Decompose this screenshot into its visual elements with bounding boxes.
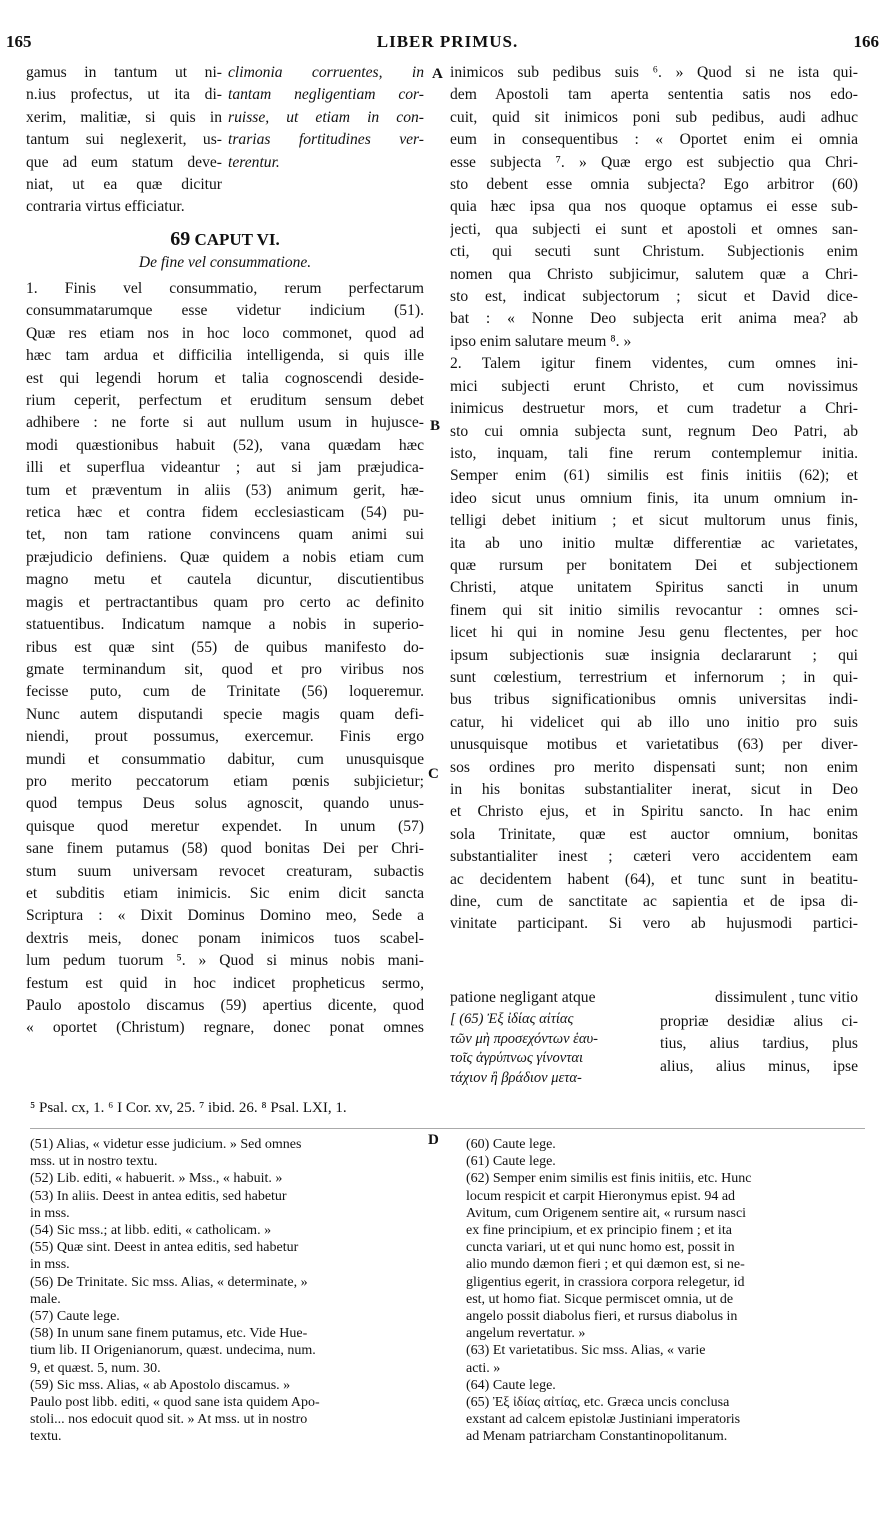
text-line: sunt cœlestium, terrestrium et infernorum ; in qui- <box>450 668 858 686</box>
text-line: nomen qua Christo subjicimur, salutem quæ a Chri- <box>450 265 858 283</box>
note-line: (64) Caute lege. <box>466 1377 556 1393</box>
margin-letter-d: D <box>428 1132 439 1148</box>
text-line: dine, cum de sanctitate ac sapientia et de ipsa di- <box>450 893 858 911</box>
text-line: tet, non tam ratione convincens quam animi sui <box>26 526 424 544</box>
text-line: statuentibus. Indicatum namque a nobis in superio- <box>26 616 424 634</box>
text-line: 1. Finis vel consummatio, rerum perfectarum <box>26 280 424 297</box>
text-line: niendi, prout possumus, exercemur. Finis ergo <box>26 728 424 746</box>
note-line: male. <box>30 1291 61 1307</box>
text-line: tius, alius tardius, plus <box>660 1035 858 1053</box>
text-line: esse subjecta ⁷. » Quæ ergo est subjectio qua Chri- <box>450 153 858 171</box>
note-line: stoli... nos edocuit quod sit. » At mss. ut in nostro <box>30 1412 308 1428</box>
greek-inset <box>450 1010 646 1088</box>
left-body-column <box>26 278 424 1040</box>
right-body-column <box>450 62 858 936</box>
text-line: cti, qui secuti sunt Christum. Subjectionis enim <box>450 243 858 261</box>
text-line: propriæ desidiæ alius ci- <box>660 1013 858 1030</box>
text-line: lum pedum tuorum ⁵. » Quod si minus nobis mani- <box>26 952 424 970</box>
chapter-heading <box>26 228 424 251</box>
text-line: xerim, malitiæ, si quis in <box>26 108 222 126</box>
text-line: quia hæc ipsa qua nos quoque optamus ei esse sub- <box>450 198 858 216</box>
greek-line: τῶν μὴ προσεχόντων ἑαυ- <box>450 1030 598 1047</box>
text-line: telligi debet initium ; et sicut multorum unus finis, <box>450 512 858 530</box>
text-line: Nunc autem disputandi specie magis quam defi- <box>26 705 424 723</box>
text-line: ipsum subjectionis suæ insignia declararunt ; qui <box>450 646 858 664</box>
left-page-number: 165 <box>6 32 32 51</box>
text-line: est qui legendi horum et talia cognoscendi deside- <box>26 369 424 387</box>
text-line: præjudicio definiens. Quæ quidem a nobis etiam cum <box>26 548 424 566</box>
chapter-number: 69 <box>170 228 191 250</box>
text-line: festum est quid in hoc indicet propheticus sermo, <box>26 974 424 992</box>
text-line: rium ceperit, perfectum et eruditum sensum debet <box>26 392 424 410</box>
text-line: illi et superflua videantur ; aut si jam præjudica- <box>26 459 424 477</box>
text-line: ita ab uno initio multæ differentiæ ac varietates, <box>450 534 858 552</box>
text-line: ruisse, ut etiam in con- <box>228 108 424 126</box>
split-line-left: patione negligant atque <box>450 989 596 1006</box>
text-line: in his bonitas substantialiter inerat, sicut in Deo <box>450 781 858 798</box>
text-line: ipso enim salutare meum ⁸. » <box>450 332 632 350</box>
note-line: (55) Quæ sint. Deest in antea editis, sed habetur <box>30 1240 299 1256</box>
text-line: Semper enim (61) similis est finis initiis (62); et <box>450 467 858 485</box>
note-line: acti. » <box>466 1360 501 1376</box>
chapter-title: CAPUT VI. <box>194 230 280 249</box>
text-line: cuit, quid sit inimicos poni sub pedibus, audi adhuc <box>450 108 858 126</box>
running-title: LIBER PRIMUS. <box>376 32 519 51</box>
text-line: modi quæstionibus habuit (52), vana quædam hæc <box>26 436 424 454</box>
margin-letter-b: B <box>430 418 441 434</box>
text-line: magis et pertractantibus quam pro certo ac definito <box>26 593 424 611</box>
greek-line: [ (65) Ἐξ ἰδίας αἰτίας <box>450 1011 574 1027</box>
text-line: inimicos sub pedibus suis ⁶. » Quod si ne ista qui- <box>450 64 858 81</box>
text-line: sto cui omnia subjecta sunt, regnum Deo Patri, ab <box>450 422 858 440</box>
note-line: angelum revertatur. » <box>466 1326 586 1342</box>
scripture-references: ⁵ Psal. cx, 1. ⁶ I Cor. xv, 25. ⁷ ibid. 26. ⁸ Psal. LXI, 1. <box>30 1100 347 1116</box>
text-line: ideo sicut unus omnium finis, ita unum omnium in- <box>450 489 858 507</box>
text-line: dem Apostoli tam aperta sententia satis nos edo- <box>450 86 858 104</box>
note-line: (57) Caute lege. <box>30 1309 120 1325</box>
greek-line: τάχιον ἢ βράδιον μετα- <box>450 1069 582 1086</box>
text-line: et subditis etiam inimicis. Sic enim dicit sancta <box>26 884 424 902</box>
text-line: finem qui sit initio similis revocantur : omnes sci- <box>450 601 858 619</box>
text-line: niat, ut ea quæ dicitur <box>26 176 222 194</box>
text-line: mundi et consummatio dabitur, cum unusquisque <box>26 750 424 768</box>
margin-letter-c: C <box>428 766 439 782</box>
right-narrow-column <box>660 1011 858 1078</box>
notes-divider <box>30 1128 865 1129</box>
note-line: (56) De Trinitate. Sic mss. Alias, « determinate, » <box>30 1274 308 1290</box>
text-line: bus tribus significationibus omnis universitas indi- <box>450 691 858 709</box>
text-line: ac decidentem habent (64), et tunc sunt in beatitu- <box>450 870 858 888</box>
text-line: licet hi qui in nomine Jesu genu flectentes, per hoc <box>450 624 858 642</box>
notes-left-column <box>30 1136 422 1446</box>
text-line: Christi, atque unitatem Spiritus sancti in unum <box>450 579 858 597</box>
left-top-column-1 <box>26 62 222 219</box>
text-line: terentur. <box>228 153 280 171</box>
right-split-line <box>450 987 858 1009</box>
margin-letter-a: A <box>432 66 443 82</box>
text-line: unusquisque motibus et varietatibus (63) per diver- <box>450 736 858 754</box>
text-line: substantialiter inest ; cæteri vero accidentem eam <box>450 848 858 866</box>
text-line: fecisse puto, cum de Trinitate (56) loqueremur. <box>26 683 424 701</box>
note-line: textu. <box>30 1429 62 1445</box>
note-line: (53) In aliis. Deest in antea editis, sed habetur <box>30 1188 287 1204</box>
chapter-subtitle: De fine vel consummatione. <box>138 254 312 271</box>
text-line: magno metu et cautela dicuntur, discutientibus <box>26 571 424 589</box>
text-line: mici subjecti erunt Christo, et cum novissimus <box>450 377 858 395</box>
text-line: dextris meis, donec ponam inimicos tuos scabel- <box>26 929 424 947</box>
text-line: bat : « Nonne Deo subjecta erit anima mea? ab <box>450 310 858 328</box>
text-line: « oportet (Christum) regnare, donec ponat omnes <box>26 1019 424 1037</box>
running-head <box>0 32 895 58</box>
text-line: catur, hi videlicet qui ab illo uno initio pro suis <box>450 713 858 731</box>
note-line: (62) Semper enim similis est finis initiis, etc. Hunc <box>466 1171 752 1187</box>
note-line: (51) Alias, « videtur esse judicium. » Sed omnes <box>30 1137 302 1152</box>
text-line: sto est, indicat subjectorum ; sicut et David dice- <box>450 288 858 306</box>
text-line: et Christo ejus, et in Spiritu sancto. In hac enim <box>450 803 858 821</box>
note-line: 9, et quæst. 5, num. 30. <box>30 1360 161 1376</box>
split-line-right: dissimulent , tunc vitio <box>715 989 858 1006</box>
note-line: Avitum, cum Origenem sentire ait, « rursum nasci <box>466 1205 747 1221</box>
text-line: tum et præventum in aliis (53) animum gerit, hæ- <box>26 481 424 499</box>
text-line: alius, alius minus, ipse <box>660 1057 858 1075</box>
text-line: vinitate participant. Si vero ab hujusmodi partici- <box>450 915 858 933</box>
text-line: gamus in tantum ut ni- <box>26 64 222 81</box>
note-line: alio mundo dæmon fieri ; et qui dæmon est, si ne- <box>466 1257 745 1273</box>
note-line: exstant ad calcem epistolæ Justiniani imperatoris <box>466 1412 741 1428</box>
text-line: 2. Talem igitur finem videntes, cum omnes ini- <box>450 355 858 373</box>
note-line: cuncta variari, ut et qui nunc homo est, possit in <box>466 1240 735 1256</box>
note-line: angelo possit diabolus fieri, et rursus diabolus in <box>466 1309 738 1325</box>
text-line: sola Trinitate, quæ est auctor omnium, bonitas <box>450 825 858 843</box>
text-line: inimicus destruetur mors, et cum tradetur a Chri- <box>450 400 858 418</box>
note-line: in mss. <box>30 1205 70 1221</box>
note-line: ex fine principium, et ex principio finem ; et ita <box>466 1223 732 1239</box>
text-line: tantam negligentiam cor- <box>228 86 424 104</box>
note-line: locum respicit et carpit Hieronymus epist. 94 ad <box>466 1188 736 1204</box>
text-line: retica hæc et contra fidem ecclesiasticam (54) pu- <box>26 504 424 522</box>
text-line: pro merito peccatorum etiam pœnis subjicietur; <box>26 772 424 790</box>
right-page-number: 166 <box>853 32 879 51</box>
note-line: (63) Et varietatibus. Sic mss. Alias, « varie <box>466 1343 706 1359</box>
text-line: quisque quod meretur expendet. In unum (57) <box>26 817 424 835</box>
text-line: quæ rursum per bonitatem Dei et subjectionem <box>450 556 858 574</box>
text-line: sos ordines pro merito dispensati sunt; non enim <box>450 758 858 776</box>
greek-line: τοῖς ἀγρύπνως γίνονται <box>450 1050 584 1066</box>
text-line: Paulo apostolo discamus (59) apertius dicente, quod <box>26 997 424 1014</box>
note-line: in mss. <box>30 1257 70 1273</box>
text-line: sane finem putamus (58) quod bonitas Dei per Chri- <box>26 840 424 858</box>
left-top-column-2 <box>228 62 424 174</box>
text-line: hæc tam ardua et difficilia intelligenda, si quis ille <box>26 347 424 365</box>
text-line: eum in consequentibus : « Oportet enim ei omnia <box>450 131 858 149</box>
text-line: n.ius profectus, ut ita di- <box>26 86 222 104</box>
text-line: que ad eum statum deve- <box>26 153 222 171</box>
note-line: Paulo post libb. editi, « quod sane ista quidem Apo- <box>30 1395 320 1411</box>
note-line: tium lib. II Origenianorum, quæst. undecima, num. <box>30 1343 316 1359</box>
text-line: jecti, qua subjecti ei sunt et apostoli et omnes san- <box>450 220 858 238</box>
note-line: (60) Caute lege. <box>466 1137 556 1152</box>
text-line: trarias fortitudines ver- <box>228 131 424 149</box>
text-line: consummatarumque esse videtur indicium (51). <box>26 302 424 320</box>
note-line: gligentius egerit, in crassiora corpora relegetur, id <box>466 1274 745 1290</box>
note-line: (54) Sic mss.; at libb. editi, « catholicam. » <box>30 1223 272 1239</box>
note-line: (52) Lib. editi, « habuerit. » Mss., « habuit. » <box>30 1171 283 1187</box>
text-line: sto debent esse omnia subjecta? Ego arbitror (60) <box>450 176 858 194</box>
note-line: est, ut homo fiat. Sicque permiscet omnia, ut de <box>466 1291 734 1307</box>
notes-right-column <box>466 1136 864 1446</box>
text-line: tantum sui neglexerit, us- <box>26 131 222 149</box>
text-line: climonia corruentes, in <box>228 64 424 81</box>
note-line: ad Menam patriarcham Constantinopolitanum. <box>466 1429 728 1445</box>
text-line: ribus est quæ sint (55) de quibus manifesto do- <box>26 638 424 656</box>
text-line: adhibere : ne forte si aut nullum usum in hujusce- <box>26 414 424 432</box>
note-line: (65) Ἐξ ἰδίας αἰτίας, etc. Græca uncis conclusa <box>466 1395 730 1411</box>
text-line: contraria virtus efficiatur. <box>26 198 185 216</box>
note-line: (59) Sic mss. Alias, « ab Apostolo discamus. » <box>30 1377 291 1393</box>
text-line: stum suum universam revocet creaturam, subactis <box>26 862 424 880</box>
text-line: Quæ res etiam nos in hoc loco commonet, quod ad <box>26 324 424 342</box>
text-line: Scriptura : « Dixit Dominus Domino meo, Sede a <box>26 907 424 925</box>
text-line: gmate terminandum sit, quod et pro viribus nos <box>26 660 424 678</box>
note-line: (58) In unum sane finem putamus, etc. Vide Hue- <box>30 1326 308 1342</box>
text-line: isto, inquam, tali fine rerum contemplemur initia. <box>450 444 858 462</box>
note-line: (61) Caute lege. <box>466 1154 556 1170</box>
text-line: quod tempus Deus solus agnoscit, quando unus- <box>26 795 424 813</box>
note-line: mss. ut in nostro textu. <box>30 1154 158 1170</box>
